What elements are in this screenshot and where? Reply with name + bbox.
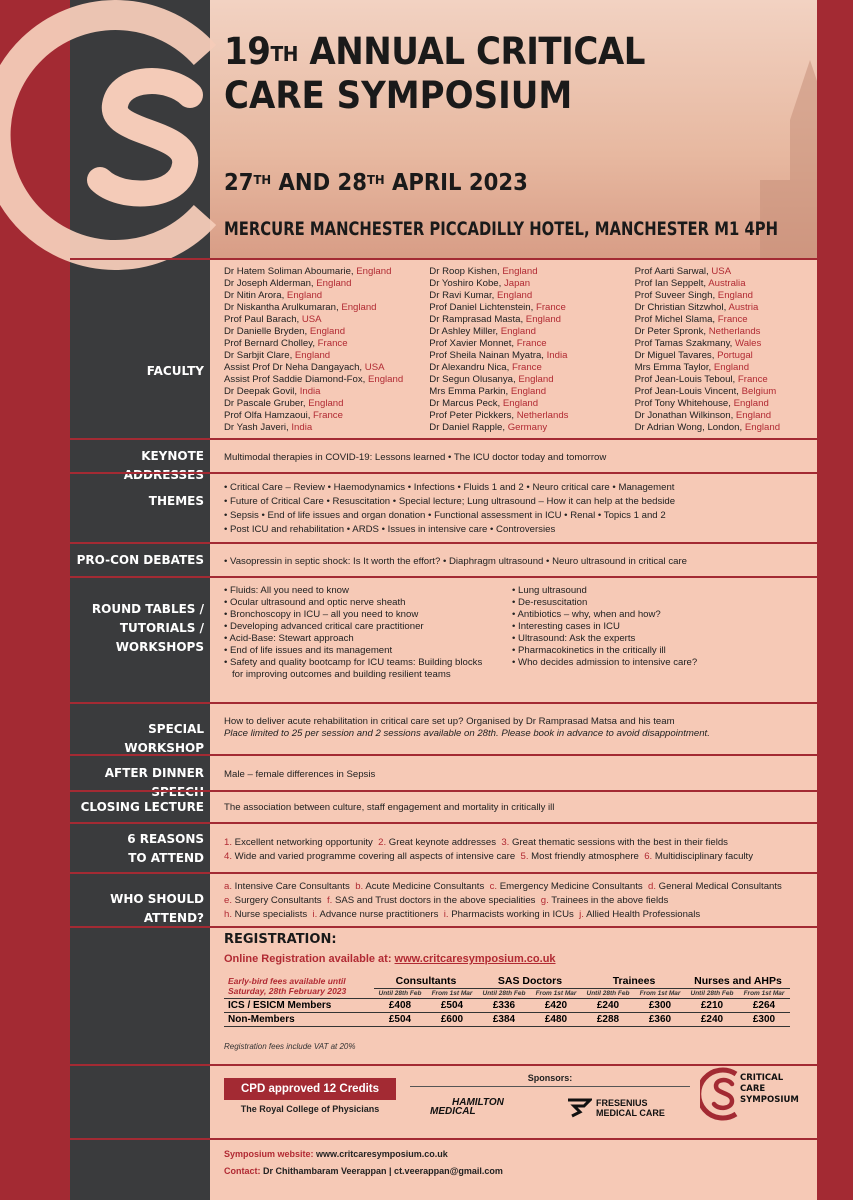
who-line: a. Intensive Care Consultants b. Acute Medicine Consultants c. Emergency Medicine Consultants d. General Medical Consultants [224, 881, 782, 892]
faculty-member: Dr Pascale Gruber, England [224, 398, 344, 409]
faculty-member: Mrs Emma Parkin, England [429, 386, 547, 397]
faculty-member: Prof Tamas Szakmany, Wales [634, 338, 762, 349]
faculty-member: Mrs Emma Taylor, England [634, 362, 750, 373]
faculty-member: Dr Hatem Soliman Aboumarie, England [224, 266, 392, 277]
divider [70, 926, 817, 928]
faculty-member: Dr Marcus Peck, England [429, 398, 539, 409]
roundtable-item: • Fluids: All you need to know [224, 585, 349, 596]
who-line: h. Nurse specialists i. Advance nurse practitioners i. Pharmacists working in ICUs j. Allied Health Professionals [224, 909, 701, 920]
faculty-member: Dr Jonathan Wilkinson, England [634, 410, 772, 421]
roundtable-item: • Ultrasound: Ask the experts [512, 633, 636, 644]
faculty-label: FACULTY [146, 364, 204, 378]
fee-value: £300 [648, 1000, 672, 1011]
fee-subheader: From 1st Mar [535, 990, 577, 997]
themes-label: THEMES [148, 494, 204, 508]
special-text: How to deliver acute rehabilitation in critical care set up? Organised by Dr Ramprasad Matsa and his team [224, 716, 675, 727]
footer-contact: Contact: Dr Chithambaram Veerappan | ct.veerappan@gmail.com [224, 1166, 503, 1176]
keynote-label: KEYNOTE ADDRESSES [123, 449, 204, 482]
roundtables-right [512, 585, 802, 681]
faculty-column [635, 266, 814, 434]
faculty-member: Dr Nitin Arora, England [224, 290, 323, 301]
group-header: Trainees [582, 974, 686, 989]
fee-value: £504 [388, 1014, 412, 1025]
roundtable-item: • Interesting cases in ICU [512, 621, 620, 632]
reasons-section [70, 822, 817, 872]
theme-line: • Post ICU and rehabilitation • ARDS • Issues in intensive care • Controversies [224, 524, 556, 535]
faculty-member: Prof Ian Seppelt, Australia [634, 278, 746, 289]
roundtable-item: • Lung ultrasound [512, 585, 587, 596]
cs-logo-small [700, 1064, 744, 1124]
faculty-member: Dr Christian Sitzwhol, Austria [634, 302, 759, 313]
sponsors-label: Sponsors: [410, 1073, 690, 1087]
fee-value: £480 [544, 1014, 568, 1025]
roundtable-item: • De-resuscitation [512, 597, 588, 608]
fee-value: £408 [388, 1000, 412, 1011]
event-date: 27TH AND 28TH APRIL 2023 [224, 170, 528, 196]
vat-note: Registration fees include VAT at 20% [224, 1042, 356, 1051]
roundtable-item: • Developing advanced critical care practitioner [224, 621, 424, 632]
fee-value: £240 [700, 1014, 724, 1025]
dinner-section [70, 754, 817, 799]
fee-subheader: Until 28th Feb [482, 990, 526, 997]
faculty-member: Dr Danielle Bryden, England [224, 326, 346, 337]
dinner-text: Male – female differences in Sepsis [224, 769, 376, 780]
roundtable-item: • Antibiotics – why, when and how? [512, 609, 661, 620]
contact-text[interactable]: Dr Chithambaram Veerappan | ct.veerappan@gmail.com [263, 1166, 503, 1176]
keynote-section [70, 438, 817, 482]
faculty-member: Dr Yoshiro Kobe, Japan [429, 278, 531, 289]
divider [70, 1138, 817, 1140]
fee-value: £288 [596, 1014, 620, 1025]
event-title: 19TH ANNUAL CRITICAL CARE SYMPOSIUM [224, 30, 646, 117]
faculty-member: Prof Peter Pickkers, Netherlands [429, 410, 569, 421]
faculty-member: Prof Tony Whitehouse, England [634, 398, 769, 409]
earlybird-note: Early-bird fees available until Saturday, 28th February 2023 [228, 976, 347, 996]
closing-label: CLOSING LECTURE [80, 800, 204, 814]
hamilton-logo: HAMILTON MEDICAL [430, 1097, 504, 1117]
faculty-member: Assist Prof Saddie Diamond-Fox, England [224, 374, 404, 385]
fees-table [224, 974, 790, 1027]
roundtable-item: • Acid-Base: Stewart approach [224, 633, 354, 644]
themes-section [70, 472, 817, 542]
fee-value: £210 [700, 1000, 724, 1011]
who-list [224, 880, 814, 922]
faculty-list [224, 266, 814, 434]
reasons-line: 4. Wide and varied programme covering all aspects of intensive care 5. Most friendly atmosphere 6. Multidisciplinary faculty [224, 851, 753, 862]
footer-website: Symposium website: www.critcaresymposium.co.uk [224, 1149, 448, 1159]
faculty-member: Dr Daniel Rapple, Germany [429, 422, 548, 433]
fresenius-logo: FRESENIUS MEDICAL CARE [596, 1098, 665, 1118]
fee-subheader: From 1st Mar [743, 990, 785, 997]
faculty-member: Prof Xavier Monnet, France [429, 338, 547, 349]
roundtable-item: • Who decides admission to intensive care? [512, 657, 698, 668]
faculty-member: Dr Ramprasad Masta, England [429, 314, 562, 325]
roundtable-item: • Ocular ultrasound and optic nerve sheath [224, 597, 406, 608]
roundtable-item: for improving outcomes and building resilient teams [224, 669, 451, 680]
fee-value: £300 [752, 1014, 776, 1025]
roundtable-item: • Bronchoscopy in ICU – all you need to know [224, 609, 419, 620]
special-section [70, 702, 817, 754]
fee-value: £336 [492, 1000, 516, 1011]
faculty-member: Dr Niskantha Arulkumaran, England [224, 302, 377, 313]
faculty-member: Prof Sheila Nainan Myatra, India [429, 350, 568, 361]
fee-row-label: ICS / ESICM Members [228, 1000, 332, 1011]
fee-value: £384 [492, 1014, 516, 1025]
fee-value: £420 [544, 1000, 568, 1011]
fee-value: £360 [648, 1014, 672, 1025]
fee-subheader: Until 28th Feb [586, 990, 630, 997]
theme-line: • Sepsis • End of life issues and organ donation • Functional assessment in ICU • Renal • Topics 1 and 2 [224, 510, 666, 521]
fee-subheader: From 1st Mar [431, 990, 473, 997]
special-note: Place limited to 25 per session and 2 sessions available on 28th. Please book in advance to avoid disappointment. [224, 728, 710, 739]
faculty-member: Prof Daniel Lichtenstein, France [429, 302, 566, 313]
faculty-member: Assist Prof Dr Neha Dangayach, USA [224, 362, 385, 373]
small-logo-text: CRITICAL CARE SYMPOSIUM [740, 1073, 799, 1105]
faculty-member: Prof Suveer Singh, England [634, 290, 754, 301]
faculty-member: Prof Aarti Sarwal, USA [634, 266, 732, 277]
reasons-label: 6 REASONS TO ATTEND [127, 832, 204, 865]
special-label: SPECIAL WORKSHOP [124, 722, 204, 755]
faculty-member: Dr Yash Javeri, India [224, 422, 313, 433]
faculty-member: Prof Olfa Hamzaoui, France [224, 410, 343, 421]
fee-value: £240 [596, 1000, 620, 1011]
faculty-member: Dr Segun Olusanya, England [429, 374, 554, 385]
faculty-member: Dr Alexandru Nica, France [429, 362, 542, 373]
procon-text: • Vasopressin in septic shock: Is It worth the effort? • Diaphragm ultrasound • Neuro ultrasound in critical care [224, 556, 687, 567]
faculty-column [429, 266, 634, 434]
fee-value: £600 [440, 1014, 464, 1025]
fee-row-label: Non-Members [228, 1014, 295, 1025]
procon-section [70, 542, 817, 576]
faculty-member: Dr Roop Kishen, England [429, 266, 538, 277]
group-header: Consultants [374, 974, 478, 989]
faculty-member: Dr Adrian Wong, London, England [634, 422, 781, 433]
registration-link[interactable]: www.critcaresymposium.co.uk [394, 953, 556, 965]
fresenius-icon [566, 1096, 592, 1118]
event-venue: MERCURE MANCHESTER PICCADILLY HOTEL, MANCHESTER M1 4PH [224, 218, 779, 240]
fee-value: £504 [440, 1000, 464, 1011]
registration-section [224, 932, 804, 1051]
roundtable-item: • End of life issues and its management [224, 645, 393, 656]
faculty-member: Prof Michel Slama, France [634, 314, 748, 325]
roundtables-label: ROUND TABLES / TUTORIALS / WORKSHOPS [91, 602, 204, 654]
roundtable-item: • Pharmacokinetics in the critically ill [512, 645, 666, 656]
procon-label: PRO-CON DEBATES [76, 553, 204, 567]
group-header: SAS Doctors [478, 974, 582, 989]
faculty-member: Dr Sarbjit Clare, England [224, 350, 331, 361]
roundtables-left [224, 585, 514, 681]
theme-line: • Future of Critical Care • Resuscitation • Special lecture; Lung ultrasound – How it can help at the bedside [224, 496, 676, 507]
who-line: e. Surgery Consultants f. SAS and Trust doctors in the above specialities g. Trainees in the above fields [224, 895, 669, 906]
fee-subheader: Until 28th Feb [378, 990, 422, 997]
cpd-body: The Royal College of Physicians [240, 1104, 380, 1114]
online-registration: Online Registration available at: www.critcaresymposium.co.uk [224, 953, 556, 965]
faculty-member: Prof Jean-Louis Teboul, France [634, 374, 768, 385]
faculty-member: Dr Ashley Miller, England [429, 326, 536, 337]
fee-value: £264 [752, 1000, 776, 1011]
cpd-badge: CPD approved 12 Credits [224, 1078, 396, 1100]
closing-text: The association between culture, staff engagement and mortality in critically ill [224, 802, 555, 813]
faculty-section [70, 258, 817, 438]
reasons-line: 1. Excellent networking opportunity 2. Great keynote addresses 3. Great thematic sessions with the best in their fields [224, 837, 728, 848]
faculty-member: Dr Miguel Tavares, Portugal [634, 350, 753, 361]
faculty-member: Dr Peter Spronk, Netherlands [634, 326, 761, 337]
registration-heading: REGISTRATION: [224, 932, 337, 947]
faculty-member: Prof Jean-Louis Vincent, Belgium [634, 386, 777, 397]
roundtables-section [70, 576, 817, 702]
who-label: WHO SHOULD ATTEND? [110, 892, 204, 925]
faculty-member: Dr Ravi Kumar, England [429, 290, 533, 301]
fee-subheader: Until 28th Feb [690, 990, 734, 997]
faculty-member: Dr Deepak Govil, India [224, 386, 321, 397]
closing-section [70, 790, 817, 822]
theme-line: • Critical Care – Review • Haemodynamics • Infections • Fluids 1 and 2 • Neuro critical care • Management [224, 482, 675, 493]
keynote-text: Multimodal therapies in COVID-19: Lessons learned • The ICU doctor today and tomorrow [224, 452, 607, 463]
faculty-member: Prof Paul Barach, USA [224, 314, 322, 325]
dinner-label: AFTER DINNER SPEECH [104, 766, 204, 799]
fee-subheader: From 1st Mar [639, 990, 681, 997]
roundtable-item: • Safety and quality bootcamp for ICU teams: Building blocks [224, 657, 483, 668]
faculty-member: Prof Bernard Cholley, France [224, 338, 348, 349]
website-link[interactable]: www.critcaresymposium.co.uk [316, 1149, 448, 1159]
faculty-member: Dr Joseph Alderman, England [224, 278, 352, 289]
faculty-column [224, 266, 429, 434]
group-header: Nurses and AHPs [686, 974, 790, 989]
who-section [70, 872, 817, 926]
